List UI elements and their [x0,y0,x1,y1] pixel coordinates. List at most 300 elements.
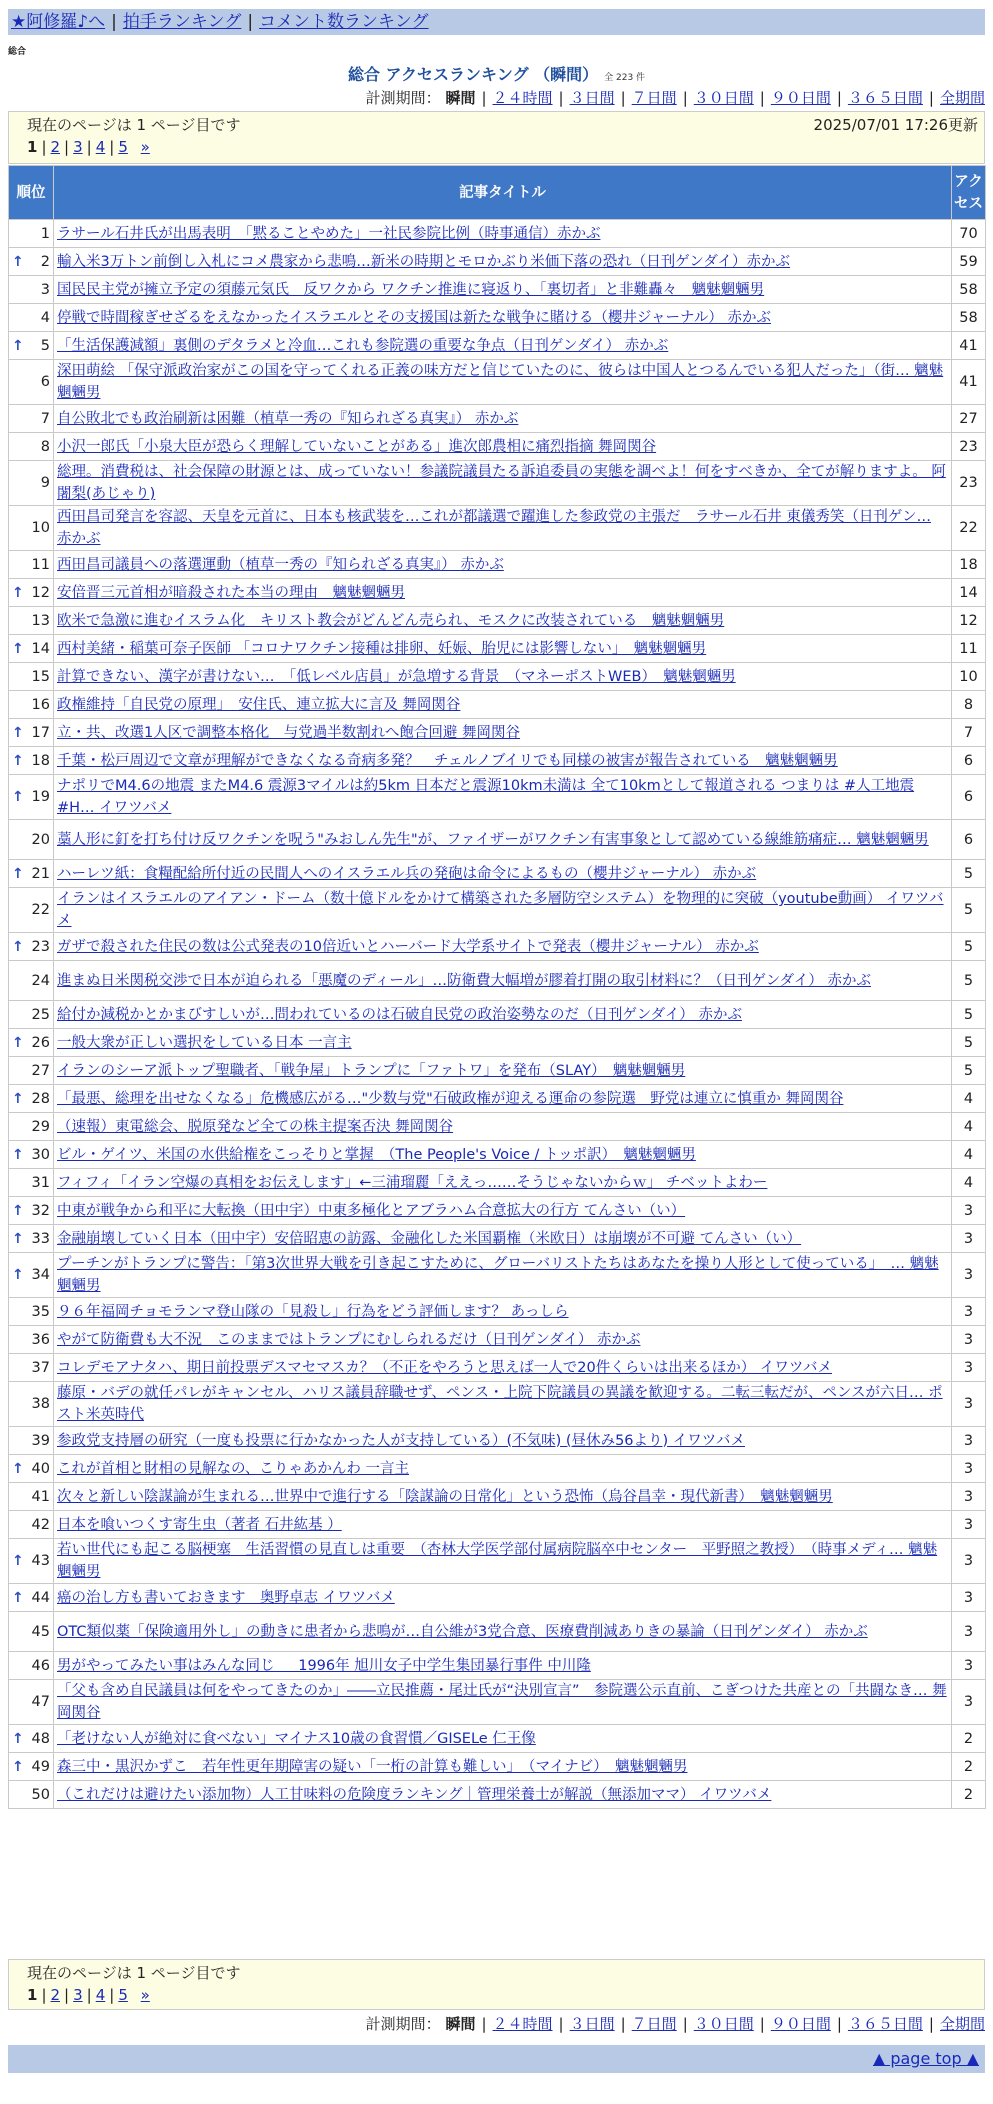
article-title-link[interactable]: 千葉・松戸周辺で文章が理解ができなくなる奇病多発？ チェルノブイリでも同様の被害が報告されている 魑魅魍魎男 [57,752,838,769]
article-title-link[interactable]: 次々と新しい陰謀論が生まれる…世界中で進行する「陰謀論の日常化」という恐怖（烏谷昌幸・現代新書） 魑魅魍魎男 [57,1488,833,1505]
access-count: 2 [952,1725,986,1753]
access-count: 2 [952,1781,986,1809]
table-row [9,663,986,691]
article-title-link[interactable]: 立・共、改選1人区で調整本格化 与党過半数割れへ飽合回避 舞岡関谷 [57,724,521,741]
title-cell [54,1680,952,1725]
article-title-link[interactable]: イランはイスラエルのアイアン・ドーム（数十億ドルをかけて構築された多層防空システム）を物理的に突破（youtube動画） イワツバメ [57,891,944,929]
rank-cell [9,961,54,1001]
rank-number: 15 [31,668,50,685]
access-count: 3 [952,1382,986,1427]
rank-cell [9,663,54,691]
rank-number: 46 [31,1657,50,1674]
access-count: 5 [952,1057,986,1085]
rank-cell [9,551,54,579]
rank-up-arrow-icon: ↑ [12,1758,24,1775]
rank-cell [9,1326,54,1354]
rank-number: 36 [31,1331,50,1348]
page-title [0,62,993,85]
rank-up-arrow-icon: ↑ [12,1202,24,1219]
access-count: 4 [952,1141,986,1169]
article-title-link[interactable]: 癌の治し方も書いておきます 奥野卓志 イワツバメ [57,1589,395,1606]
title-cell [54,433,952,461]
access-count: 3 [952,1680,986,1725]
article-title-link[interactable]: 給付か減税かとかまびすしいが…問われているのは石破自民党の政治姿勢なのだ（日刊ゲンダイ） 赤かぶ [57,1006,742,1023]
current-page-text: 現在のページは 1 ページ目です [27,116,241,134]
rank-up-arrow-icon: ↑ [12,1553,24,1569]
article-title-link[interactable]: ９６年福岡チョモランマ登山隊の「見殺し」行為をどう評価します？ あっしら [57,1303,569,1320]
article-title-link[interactable]: 進まぬ日米関税交渉で日本が迫られる「悪魔のディール」…防衛費大幅増が膠着打開の取引材料に？（日刊ゲンダイ） 赤かぶ [57,972,871,989]
article-title-link[interactable]: 一般大衆が正しい選択をしている日本 一言主 [57,1034,352,1051]
access-count: 10 [952,663,986,691]
table-row [9,1197,986,1225]
rank-cell [9,1680,54,1725]
table-row [9,1253,986,1298]
nav-separator: | [111,12,117,32]
rank-up-arrow-icon: ↑ [12,752,24,769]
rank-number: 32 [31,1202,50,1219]
article-title-link[interactable]: 深田萌絵 「保守派政治家がこの国を守ってくれる正義の味方だと信じていたのに、彼らは中国人とつるんでいる犯人だった」（街… 魑魅魍魎男 [57,363,944,401]
header-access: アクセス [952,166,986,220]
title-cell [54,691,952,719]
period-365d[interactable]: ３６５日間 [847,2015,923,2033]
rank-cell [9,1382,54,1427]
access-count: 3 [952,1427,986,1455]
page-current: 1 [27,1986,38,2004]
title-cell [54,276,952,304]
title-cell [54,888,952,933]
article-title-link[interactable]: 小沢一郎氏「小泉大臣が恐らく理解していないことがある」進次郎農相に痛烈指摘 舞岡関谷 [57,438,657,455]
access-count: 3 [952,1253,986,1298]
rank-cell [9,461,54,506]
rank-number: 23 [31,938,50,955]
pagination-bottom [8,1959,985,2010]
access-count: 23 [952,433,986,461]
rank-number: 37 [31,1359,50,1376]
title-cell [54,1141,952,1169]
article-title-link[interactable]: コレデモアナタハ、期日前投票デスマセマスカ？（不正をやろうと思えば一人で20件くらいは出来るほか） イワツバメ [57,1359,833,1376]
page-link-4[interactable]: 4 [95,138,106,156]
rank-number: 45 [31,1623,50,1640]
rank-number: 44 [31,1589,50,1606]
table-row [9,1725,986,1753]
rank-up-arrow-icon: ↑ [12,337,24,354]
access-count: 12 [952,607,986,635]
article-title-link[interactable]: ナポリでM4.6の地震 またM4.6 震源3マイルは約5km 日本だと震源10km未満は 全て10kmとして報道される つまりは #人工地震 #H… イワツバメ [57,778,915,816]
table-row [9,691,986,719]
access-count: 70 [952,220,986,248]
article-title-link[interactable]: 金融崩壊していく日本（田中宇）安倍昭恵の訪露、金融化した米国覇権（米欧日）は崩壊が不可避 てんさい（い） [57,1230,802,1247]
article-title-link[interactable]: これが首相と財相の見解なの、こりゃあかんわ 一言主 [57,1460,410,1477]
access-count: 59 [952,248,986,276]
rank-number: 31 [31,1174,50,1191]
period-7d[interactable]: ７日間 [631,89,677,107]
period-24h[interactable]: ２４時間 [492,89,553,107]
page-link-3[interactable]: 3 [73,1986,83,2004]
access-count: 5 [952,1029,986,1057]
page-link-2[interactable]: 2 [50,1986,61,2004]
period-365d[interactable]: ３６５日間 [847,89,923,107]
rank-cell [9,276,54,304]
rank-cell [9,304,54,332]
article-title-link[interactable]: やがて防衛費も大不況 このままではトランプにむしられるだけ（日刊ゲンダイ） 赤かぶ [57,1331,641,1348]
access-count: 3 [952,1197,986,1225]
rank-cell [9,1298,54,1326]
title-cell [54,1511,952,1539]
period-30d[interactable]: ３０日間 [693,2015,754,2033]
rank-cell [9,1354,54,1382]
rank-up-arrow-icon: ↑ [12,1730,24,1747]
period-selector-top: 計測期間： 瞬間 | ２４時間 | ３日間 | ７日間 | ３０日間 | ９０日間 | ３６５日間 | 全期間 [365,89,985,107]
title-cell [54,1029,952,1057]
period-label: 計測期間： [365,2015,441,2033]
rank-number: 41 [31,1488,50,1505]
rank-cell [9,1085,54,1113]
rank-number: 18 [31,752,50,769]
title-cell [54,1584,952,1612]
rank-number: 50 [31,1786,50,1803]
title-cell [54,1298,952,1326]
table-row [9,433,986,461]
table-header-row [9,166,986,220]
access-count: 5 [952,860,986,888]
rank-number: 40 [31,1460,50,1477]
title-cell [54,1169,952,1197]
rank-number: 19 [31,789,50,805]
rank-number: 4 [40,309,50,326]
access-count: 2 [952,1753,986,1781]
rank-up-arrow-icon: ↑ [12,1090,24,1107]
table-row [9,607,986,635]
table-row [9,276,986,304]
rank-number: 8 [40,438,50,455]
rank-up-arrow-icon: ↑ [12,724,24,741]
page-link-4[interactable]: 4 [95,1986,106,2004]
title-cell [54,1197,952,1225]
access-count: 4 [952,1169,986,1197]
table-row [9,820,986,860]
pagination-top [8,111,985,164]
table-row [9,1511,986,1539]
article-title-link[interactable]: 「老けない人が絶対に食べない」マイナス10歳の食習慣／GISELe 仁王像 [57,1730,536,1747]
ranking-rows [9,220,986,1809]
article-title-link[interactable]: ハーレツ紙：食糧配給所付近の民間人へのイスラエル兵の発砲は命令によるもの（櫻井ジャーナル） 赤かぶ [57,865,757,882]
table-row [9,747,986,775]
access-count: 22 [952,506,986,551]
period-all[interactable]: 全期間 [939,89,985,107]
title-cell [54,933,952,961]
rank-number: 3 [40,281,50,298]
rank-number: 42 [31,1516,50,1533]
article-title-link[interactable]: 欧米で急激に進むイスラム化 キリスト教会がどんどん売られ、モスクに改装されている 魑魅魍魎男 [57,612,725,629]
rank-cell [9,220,54,248]
table-row [9,220,986,248]
rank-number: 47 [31,1694,50,1710]
rank-number: 24 [31,972,50,989]
rank-cell [9,1141,54,1169]
table-row [9,1455,986,1483]
page-link-2[interactable]: 2 [50,138,61,156]
article-title-link[interactable]: 男がやってみたい事はみんな同じ ＿ 1996年 旭川女子中学生集団暴行事件 中川隆 [57,1657,591,1674]
title-cell [54,1001,952,1029]
title-cell [54,1781,952,1809]
article-title-link[interactable]: 藤原・バデの就任パレがキャンセル、ハリス議員辞職せず、ペンス・上院下院議員の異議を歓迎する。二転三転だが、ペンスが六日… ポスト米英時代 [57,1385,943,1423]
article-title-link[interactable]: 西田昌司発言を容認、天皇を元首に、日本も核武装を…これが都議選で躍進した参政党の主張だ ラサール石井 東儀秀笑（日刊ゲン… 赤かぶ [57,509,932,547]
period-24h[interactable]: ２４時間 [492,2015,553,2033]
article-title-link[interactable]: ビル・ゲイツ、米国の水供給権をこっそりと掌握 （The People's Voice / トッポ訳） 魑魅魍魎男 [57,1146,696,1163]
access-count: 3 [952,1455,986,1483]
table-row [9,1652,986,1680]
access-count: 5 [952,933,986,961]
rank-cell [9,1197,54,1225]
rank-number: 12 [31,584,50,601]
title-cell [54,1652,952,1680]
table-row [9,1584,986,1612]
article-title-link[interactable]: 総理。消費税は、社会保障の財源とは、成っていない！参議院議員たる訴追委員の実態を調べよ！何をすべきか、全てが解りますよ。 阿闍梨(あじゃり) [57,464,946,502]
title-cell [54,1085,952,1113]
table-row [9,1539,986,1584]
rank-cell [9,747,54,775]
table-row [9,1001,986,1029]
table-row [9,775,986,820]
table-row [9,360,986,405]
article-title-link[interactable]: 輸入米3万トン前倒し入札にコメ農家から悲鳴…新米の時期とモロかぶり米価下落の恐れ（日刊ゲンダイ）赤かぶ [57,253,791,270]
title-cell [54,461,952,506]
article-title-link[interactable]: ラサール石井氏が出馬表明 「黙ることやめた」一社民参院比例（時事通信）赤かぶ [57,225,601,242]
rank-cell [9,579,54,607]
total-count: 全 223 件 [604,73,646,83]
table-row [9,1680,986,1725]
table-row [9,888,986,933]
rank-cell [9,332,54,360]
rank-number: 6 [40,374,50,390]
rank-cell [9,1001,54,1029]
access-count: 4 [952,1085,986,1113]
article-title-link[interactable]: 森三中・黒沢かずこ 若年性更年期障害の疑い「一桁の計算も難しい」 （マイナビ） 魑魅魍魎男 [57,1758,688,1775]
table-row [9,1169,986,1197]
title-cell [54,248,952,276]
title-cell [54,1253,952,1298]
access-count: 18 [952,551,986,579]
title-cell [54,607,952,635]
access-count: 6 [952,747,986,775]
page-links: 1 | 2 | 3 | 4 | 5 » [27,1986,150,2004]
access-count: 58 [952,276,986,304]
period-all[interactable]: 全期間 [939,2015,985,2033]
title-cell [54,506,952,551]
period-selector-bottom: 計測期間： 瞬間 | ２４時間 | ３日間 | ７日間 | ３０日間 | ９０日間 | ３６５日間 | 全期間 [365,2015,985,2033]
rank-cell [9,1652,54,1680]
header-rank: 順位 [9,166,54,220]
title-cell [54,1382,952,1427]
table-row [9,506,986,551]
table-row [9,1029,986,1057]
article-title-link[interactable]: （速報）東電総会、脱原発など全ての株主提案否決 舞岡関谷 [57,1118,454,1135]
article-title-link[interactable]: 停戦で時間稼ぎせざるをえなかったイスラエルとその支援国は新たな戦争に賭ける（櫻井ジャーナル） 赤かぶ [57,309,771,326]
rank-cell [9,1029,54,1057]
rank-number: 22 [31,902,50,918]
period-current: 瞬間 [445,2015,476,2033]
article-title-link[interactable]: フィフィ「イラン空爆の真相をお伝えします」←三浦瑠麗「ええっ……そうじゃないからｗ」 チベットよわー [57,1174,768,1191]
rank-cell [9,1455,54,1483]
rank-cell [9,1253,54,1298]
rank-cell [9,860,54,888]
page-link-5[interactable]: 5 [118,138,128,156]
footer-bar [8,2045,985,2073]
rank-cell [9,933,54,961]
title-cell [54,663,952,691]
rank-number: 25 [31,1006,50,1023]
page-next[interactable]: » [140,138,150,156]
page-links: 1 | 2 | 3 | 4 | 5 » [27,138,150,156]
rank-number: 5 [40,337,50,354]
title-cell [54,579,952,607]
table-row [9,1057,986,1085]
article-title-link[interactable]: 政権維持「自民党の原理」 安住氏、連立拡大に言及 舞岡関谷 [57,696,461,713]
table-row [9,719,986,747]
page-title-text: 総合 アクセスランキング （瞬間） [347,65,599,84]
article-title-link[interactable]: プーチンがトランプに警告：「第3次世界大戦を引き起こすために、グローバリストたちはあなたを操り人形として使っている」 … 魑魅魍魎男 [57,1256,939,1294]
table-row [9,1753,986,1781]
access-count: 23 [952,461,986,506]
period-7d[interactable]: ７日間 [631,2015,677,2033]
article-title-link[interactable]: ガザで殺された住民の数は公式発表の10倍近いとハーバード大学系サイトで発表（櫻井ジャーナル） 赤かぶ [57,938,759,955]
rank-cell [9,719,54,747]
article-title-link[interactable]: 日本を喰いつくす寄生虫（著者 石井紘基 ） [57,1516,342,1533]
article-title-link[interactable]: 国民民主党が擁立予定の須藤元気氏 反ワクから ワクチン推進に寝返り、「裏切者」と非難轟々 魑魅魍魎男 [57,281,765,298]
article-title-link[interactable]: 西村美緒・稲葉可奈子医師 「コロナワクチン接種は排卵、妊娠、胎児には影響しない」 魑魅魍魎男 [57,640,707,657]
title-cell [54,1753,952,1781]
rank-number: 1 [40,225,50,242]
table-row [9,1141,986,1169]
article-title-link[interactable]: 「生活保護減額」裏側のデタラメと冷血…これも参院選の重要な争点（日刊ゲンダイ） 赤かぶ [57,337,669,354]
page-next[interactable]: » [140,1986,150,2004]
period-90d[interactable]: ９０日間 [770,2015,831,2033]
rank-up-arrow-icon: ↑ [12,584,24,601]
title-cell [54,1455,952,1483]
title-cell [54,1483,952,1511]
title-cell [54,360,952,405]
rank-cell [9,1225,54,1253]
rank-number: 21 [31,865,50,882]
access-count: 3 [952,1354,986,1382]
page-current: 1 [27,138,38,156]
rank-number: 9 [40,475,50,491]
access-count: 3 [952,1326,986,1354]
article-title-link[interactable]: 安倍晋三元首相が暗殺された本当の理由 魑魅魍魎男 [57,584,405,601]
rank-number: 10 [31,520,50,536]
article-title-link[interactable]: 参政党支持層の研究（一度も投票に行かなかった人が支持している）(不気味) (昼休み56より) イワツバメ [57,1432,746,1449]
table-row [9,961,986,1001]
table-row [9,332,986,360]
access-count: 5 [952,961,986,1001]
rank-number: 17 [31,724,50,741]
article-title-link[interactable]: 西田昌司議員への落選運動（植草一秀の『知られざる真実』） 赤かぶ [57,556,504,573]
title-cell [54,1612,952,1652]
title-cell [54,860,952,888]
title-cell [54,719,952,747]
rank-cell [9,1511,54,1539]
period-current: 瞬間 [445,89,476,107]
rank-up-arrow-icon: ↑ [12,1589,24,1606]
title-cell [54,1057,952,1085]
top-nav-bar [8,9,985,35]
rank-up-arrow-icon: ↑ [12,1460,24,1477]
table-row [9,1382,986,1427]
article-title-link[interactable]: OTC類似薬「保険適用外し」の動きに患者から悲鳴が…自公維が3党合意、医療費削減ありきの暴論（日刊ゲンダイ） 赤かぶ [57,1623,868,1640]
rank-cell [9,635,54,663]
access-count: 3 [952,1511,986,1539]
table-row [9,1427,986,1455]
rank-number: 49 [31,1758,50,1775]
nav-separator: | [247,12,254,32]
page-link-3[interactable]: 3 [73,138,83,156]
rank-cell [9,1057,54,1085]
access-count: 27 [952,405,986,433]
rank-up-arrow-icon: ↑ [12,1230,24,1247]
access-count: 6 [952,775,986,820]
nav-link-comment-ranking[interactable]: コメント数ランキング [259,12,429,32]
access-count: 7 [952,719,986,747]
period-3d[interactable]: ３日間 [569,2015,615,2033]
article-title-link[interactable]: 若い世代にも起こる脳梗塞 生活習慣の見直しは重要 （杏林大学医学部付属病院脳卒中センター 平野照之教授） （時事メディ… 魑魅魍魎男 [57,1542,938,1580]
title-cell [54,1354,952,1382]
article-title-link[interactable]: イランのシーア派トップ聖職者、「戦争屋」トランプに「ファトワ」を発布（SLAY） 魑魅魍魎男 [57,1062,686,1079]
table-row [9,1354,986,1382]
rank-up-arrow-icon: ↑ [12,938,24,955]
access-count: 3 [952,1225,986,1253]
access-count: 6 [952,820,986,860]
access-count: 3 [952,1539,986,1584]
rank-number: 27 [31,1062,50,1079]
article-title-link[interactable]: 藁人形に釘を打ち付け反ワクチンを呪う"みおしん先生"が、ファイザーがワクチン有害事象として認めている線維筋痛症… 魑魅魍魎男 [57,831,929,848]
title-cell [54,775,952,820]
updated-timestamp: 2025/07/01 17:26更新 [813,116,978,134]
rank-number: 39 [31,1432,50,1449]
table-row [9,248,986,276]
rank-cell [9,1483,54,1511]
period-90d[interactable]: ９０日間 [770,89,831,107]
article-title-link[interactable]: （これだけは避けたい添加物）人工甘味料の危険度ランキング｜管理栄養士が解説（無添加ママ） イワツバメ [57,1786,772,1803]
article-title-link[interactable]: 自公敗北でも政治刷新は困難（植草一秀の『知られざる真実』） 赤かぶ [57,410,519,427]
page-top-link[interactable]: ▲ page top ▲ [872,2049,979,2068]
article-title-link[interactable]: 「最悪、総理を出せなくなる」危機感広がる…"少数与党"石破政権が迎える運命の参院選 野党は連立に慎重か 舞岡関谷 [57,1090,844,1107]
rank-cell [9,506,54,551]
rank-up-arrow-icon: ↑ [12,1034,24,1051]
table-row [9,579,986,607]
title-cell [54,1539,952,1584]
table-row [9,1298,986,1326]
page-link-5[interactable]: 5 [118,1986,128,2004]
nav-link-asyura[interactable]: ★阿修羅♪へ [11,12,106,32]
article-title-link[interactable]: 計算できない、漢字が書けない… 「低レベル店員」が急増する背景 （マネーポストWEB） 魑魅魍魎男 [57,668,736,685]
title-cell [54,820,952,860]
rank-cell [9,775,54,820]
access-count: 4 [952,1113,986,1141]
rank-up-arrow-icon: ↑ [12,1267,24,1283]
table-row [9,1113,986,1141]
article-title-link[interactable]: 「父も含め自民議員は何をやってきたのか」――立民推薦・尾辻氏が“決別宣言” 参院選公示直前、こぎつけた共産との「共闘なき… 舞岡関谷 [57,1683,947,1721]
nav-link-applause-ranking[interactable]: 拍手ランキング [122,12,242,32]
period-30d[interactable]: ３０日間 [693,89,754,107]
access-count: 3 [952,1584,986,1612]
rank-cell [9,607,54,635]
rank-number: 35 [31,1303,50,1320]
header-title: 記事タイトル [54,166,952,220]
title-cell [54,961,952,1001]
rank-number: 29 [31,1118,50,1135]
article-title-link[interactable]: 中東が戦争から和平に大転換（田中宇）中東多極化とアブラハム合意拡大の行方 てんさい（い） [57,1202,686,1219]
period-3d[interactable]: ３日間 [569,89,615,107]
